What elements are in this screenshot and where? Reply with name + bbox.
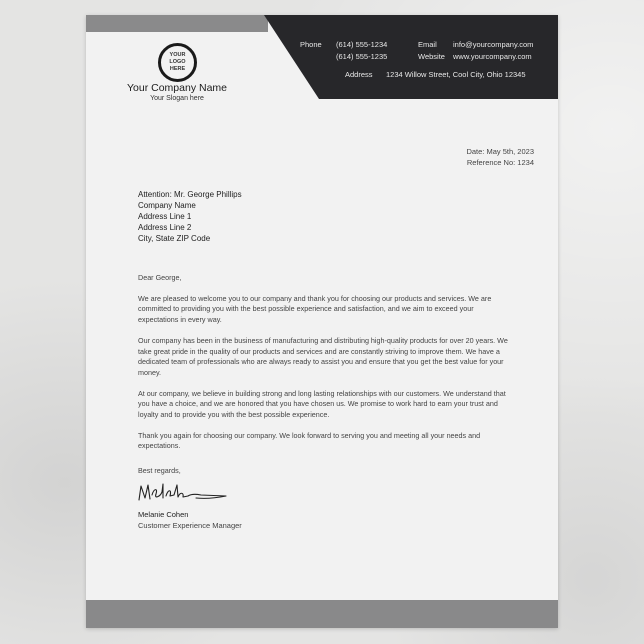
- email-label: Email: [418, 40, 437, 49]
- closing: Best regards,: [138, 466, 181, 475]
- recipient-address: [138, 189, 242, 244]
- body-paragraph: Thank you again for choosing our company. We look forward to serving you and meeting all your needs and expectations.: [138, 430, 481, 451]
- signer-title: Customer Experience Manager: [138, 521, 242, 530]
- website-value: www.yourcompany.com: [453, 52, 532, 61]
- letter-body: [138, 273, 508, 462]
- signer-name: Melanie Cohen: [138, 510, 189, 519]
- logo-text-line: YOUR: [169, 52, 186, 58]
- email-value: info@yourcompany.com: [453, 40, 534, 49]
- recipient-line: Attention: Mr. George Phillips: [138, 190, 242, 199]
- body-paragraph: We are pleased to welcome you to our company and thank you for choosing our products and services. We are committed to providing you with the best possible experience and satisfaction, and we aim to exceed your expectations in every way.: [138, 293, 492, 325]
- address-label: Address: [345, 70, 373, 79]
- company-name: Your Company Name: [127, 82, 227, 94]
- body-paragraph: At our company, we believe in building strong and long lasting relationships with our customers. We understand that you have a choice, and we are honored that you have chosen us. We promise to work hard to earn your trust and loyalty and to provide you with the best possible experience.: [138, 388, 506, 420]
- letterhead-page: [86, 15, 558, 628]
- date-reference-block: [466, 146, 534, 168]
- letter-date: Date: May 5th, 2023: [466, 147, 534, 156]
- body-paragraph: Our company has been in the business of manufacturing and distributing high-quality products for over 20 years. We take great pride in the quality of our products and services and are constantly striving to improve them. We have a dedicated team of professionals who are always ready to assist you and ensure that you get the best value for your money.: [138, 335, 508, 377]
- reference-number: Reference No: 1234: [466, 158, 534, 167]
- footer-bar: [86, 600, 558, 628]
- recipient-line: Company Name: [138, 201, 196, 210]
- salutation: Dear George,: [138, 273, 182, 282]
- phone-label: Phone: [300, 40, 322, 49]
- recipient-line: City, State ZIP Code: [138, 234, 211, 243]
- logo-text-line: HERE: [169, 66, 186, 72]
- phone-number-1: (614) 555-1234: [336, 40, 388, 49]
- logo-placeholder: [158, 43, 197, 82]
- phone-number-2: (614) 555-1235: [336, 52, 388, 61]
- logo-text-line: LOGO: [169, 59, 186, 65]
- signature-icon: [136, 480, 231, 506]
- company-slogan: Your Slogan here: [150, 95, 204, 102]
- website-label: Website: [418, 52, 445, 61]
- recipient-line: Address Line 2: [138, 223, 192, 232]
- recipient-line: Address Line 1: [138, 212, 192, 221]
- header-gray-strip: [86, 15, 268, 32]
- address-value: 1234 Willow Street, Cool City, Ohio 12345: [386, 70, 526, 79]
